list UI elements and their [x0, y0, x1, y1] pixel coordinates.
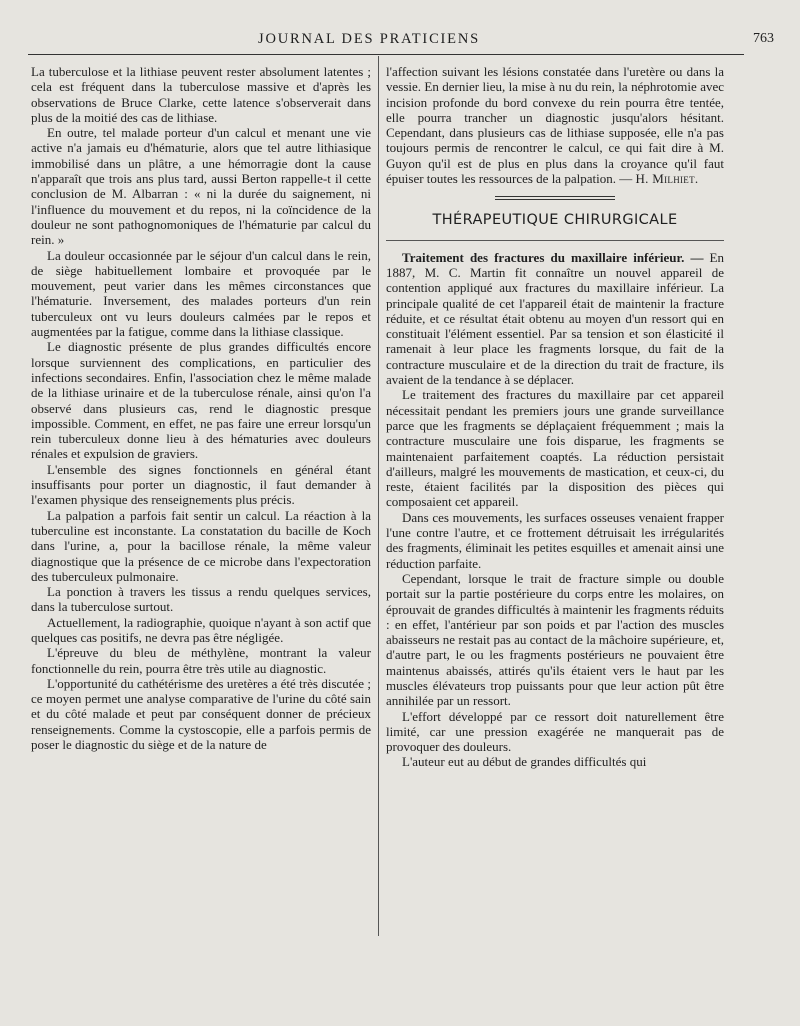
section-title: THÉRAPEUTIQUE CHIRURGICALE	[432, 212, 678, 229]
paragraph: Cependant, lorsque le trait de fracture simple ou double portait sur la partie postérieure du corps entre les molaires, on éprouvait de grandes difficultés à maintenir les fragments réduits : en effet, l'antérieur par son poids et par l'action des muscles abaisseurs ne restait pas au contact de la mâchoire supérieure, et, d'autre part, le ou les fragments postérieurs ne pouvaient être maintenus abaissés, attirés qu'ils étaient vers le haut par les muscles élévateurs trop puissants pour que leur action pût être annihilée par un ressort.	[386, 570, 724, 709]
paragraph: L'auteur eut au début de grandes difficultés qui	[402, 754, 647, 770]
paragraph-continued	[386, 64, 724, 186]
paragraph: La tuberculose et la lithiase peuvent rester absolument latentes ; cela est fréquent dans la tuberculose massive et d'après les observations de Bruce Clarke, cette latence s'observerait dans plus de la moitié des cas de lithiase.	[31, 64, 371, 125]
paragraph: Dans ces mouvements, les surfaces osseuses venaient frapper l'une contre l'autre, et ce frottement détruisait les irrégularités des fragments, éliminait les petites esquilles et amenait ainsi une réduction parfaite.	[386, 509, 724, 571]
paragraph: Le diagnostic présente de plus grandes difficultés encore lorsque surviennent des complications, en particulier des infections secondaires. Enfin, l'association chez le même malade de la lithiase urinaire et de la tuberculose rénale, ainsi qu'on l'a observé dans plusieurs cas, rend le diagnostic presque impossible. Comment, en effet, ne pas faire une erreur lorsqu'un rein tuberculeux donne lieu à des hématuries avec douleurs rénales et expulsion de graviers.	[31, 339, 371, 462]
paragraph: En outre, tel malade porteur d'un calcul et menant une vie active n'a jamais eu d'hématurie, alors que tel autre lithiasique immobilisé dans un plâtre, a une hémorragie dont la cause n'apparaît que trois ans plus tard, aussi Berton rappelle-t il cette conclusion de M. Albarran : « ni la durée du saignement, ni l'influence du mouvement et du repos, ni la coïncidence de la douleur ne sont pathognomoniques de l'hématurie par calcul du rein. »	[31, 125, 371, 248]
paragraph: La palpation a parfois fait sentir un calcul. La réaction à la tuberculine est inconstante. La constatation du bacille de Koch dans l'urine, a, pour la bacillose rénale, la même valeur diagnostique que la présence de ce microbe dans l'expectoration des tuberculeux pulmonaire.	[31, 507, 371, 584]
paragraph: Actuellement, la radiographie, quoique n'ayant à son actif que quelques cas positifs, ne devra pas être négligée.	[31, 614, 371, 645]
paragraph: L'effort développé par ce ressort doit naturellement être limité, car une pression exagérée ne manquerait pas de provoquer des douleurs.	[386, 708, 724, 755]
continued-text: l'affection suivant les lésions constatée dans l'uretère ou dans la vessie. En dernier lieu, la mise à nu du rein, la néphrotomie avec incision profonde du bord convexe du rein pourra être tentée, elle pourra trancher un diagnostic jusqu'alors hésitant. Cependant, dans plusieurs cas de lithiase supposée, elle n'a pas toujours permis de rencontrer le calcul, ce qui fait dire à M. Guyon qu'il est de plus en plus dans la croyance qu'il faut épuiser toutes les ressources de la palpation. —	[386, 64, 724, 187]
journal-title: JOURNAL DES PRATICIENS	[258, 31, 480, 47]
page-number: 763	[753, 31, 774, 46]
left-column	[31, 64, 371, 752]
header-rule	[28, 54, 744, 55]
page-header	[30, 31, 774, 51]
paragraph: L'opportunité du cathétérisme des uretères a été très discutée ; ce moyen permet une analyse comparative de l'urine du côté sain et du côté malade et peut par conséquent donner de précieux renseignements. Comme la cystoscopie, elle a parfois permis de poser le diagnostic du siège et de la nature de	[31, 675, 371, 753]
paragraph: L'épreuve du bleu de méthylène, montrant la valeur fonctionnelle du rein, pourra être très utile au diagnostic.	[31, 645, 371, 676]
article-lead-paragraph	[386, 250, 724, 388]
section-separator	[495, 196, 615, 200]
column-divider	[378, 56, 379, 936]
paragraph: Le traitement des fractures du maxillaire par cet appareil nécessitait pendant les premiers jours une grande surveillance parce que les fragments se déplaçaient fréquemment ; mais la contracture musculaire une fois disparue, les fragments se maintenaient parfaitement coaptés. La réduction persistait d'ailleurs, malgré les mouvements de mastication, et ceux-ci, du reste, étaient facilités par la disposition des pièces qui composaient cet appareil.	[386, 387, 724, 510]
paragraph: La douleur occasionnée par le séjour d'un calcul dans le rein, de siège habituellement lombaire et provoquée par le mouvement, peut varier dans les mêmes circonstances que l'hématurie. Inversement, des malades porteurs d'un rein tuberculeux ont vu leurs douleurs calmées par le repos et augmentées par la fatigue, comme dans la lithiase classique.	[31, 247, 371, 340]
author-signature: H. Milhiet.	[635, 171, 699, 187]
article-title: Traitement des fractures du maxillaire inférieur. —	[402, 249, 704, 265]
subsection-rule	[386, 240, 724, 241]
article-lead-text: En 1887, M. C. Martin fit connaître un nouvel appareil de contention appliqué aux fractures du maxillaire inférieur. La principale qualité de cet l'appareil était de maintenir la fracture réduite, et ce résultat était obtenu au moyen d'un ressort qui en constituait l'élément essentiel. Par sa tension et son élasticité il ramenait à leur place les fragments lorsque, du fait de la contracture musculaire et de la direction du trait de fracture, ils avaient de la tendance à se déplacer.	[386, 249, 724, 388]
paragraph: La ponction à travers les tissus a rendu quelques services, dans la tuberculose surtout.	[31, 584, 371, 615]
paragraph: L'ensemble des signes fonctionnels en général étant insuffisants pour porter un diagnostic, il faut demander à l'examen physique des renseignements plus précis.	[31, 461, 371, 508]
right-column	[386, 64, 724, 770]
